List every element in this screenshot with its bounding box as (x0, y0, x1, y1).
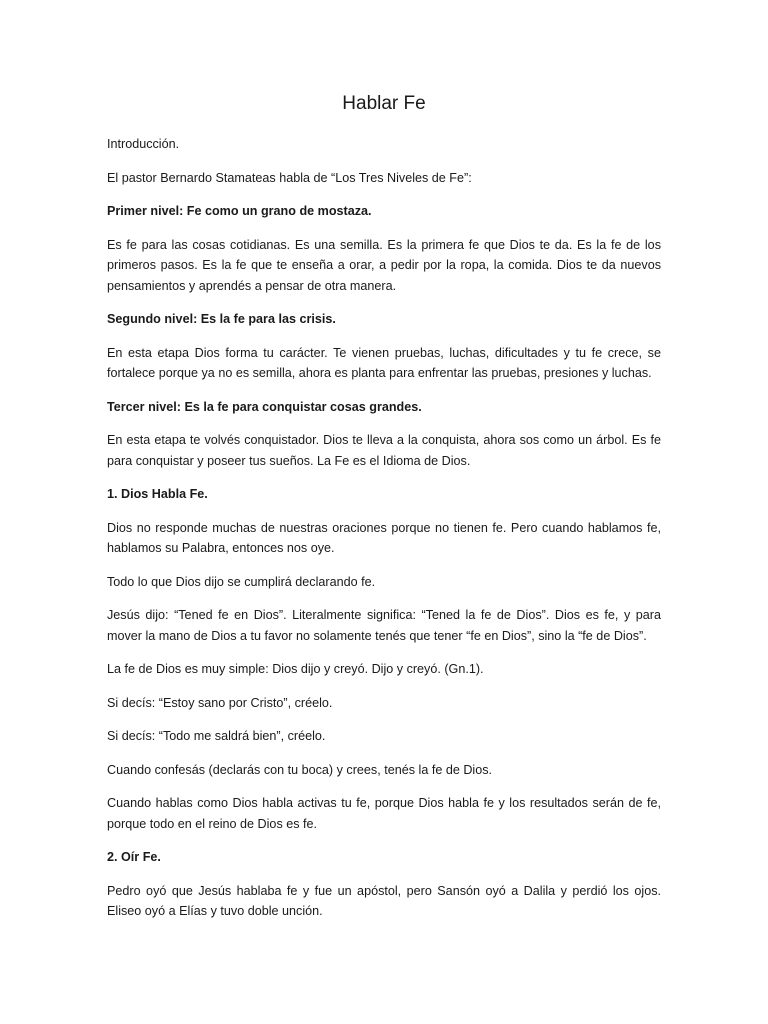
section-heading: Primer nivel: Fe como un grano de mostaza. (107, 204, 372, 218)
section-heading: 2. Oír Fe. (107, 850, 161, 864)
section-heading: Tercer nivel: Es la fe para conquistar cosas grandes. (107, 399, 422, 414)
paragraph: Si decís: “Estoy sano por Cristo”, créelo. (107, 695, 333, 710)
paragraph: El pastor Bernardo Stamateas habla de “Los Tres Niveles de Fe”: (107, 170, 472, 185)
paragraph: Pedro oyó que Jesús hablaba fe y fue un apóstol, pero Sansón oyó a Dalila y perdió los ojos. Eliseo oyó a Elías y tuvo doble unción. (107, 883, 661, 918)
paragraph: Es fe para las cosas cotidianas. Es una semilla. Es la primera fe que Dios te da. Es la fe de los primeros pasos. Es la fe que te enseña a orar, a pedir por la ropa, la comida. Dios te da nuevos pensamientos y aprendés a pensar de otra manera. (107, 237, 661, 293)
paragraph: En esta etapa Dios forma tu carácter. Te vienen pruebas, luchas, dificultades y tu fe crece, se fortalece porque ya no es semilla, ahora es planta para enfrentar las pruebas, presiones y luchas. (107, 345, 661, 380)
paragraph: La fe de Dios es muy simple: Dios dijo y creyó. Dijo y creyó. (Gn.1). (107, 662, 484, 676)
paragraph: Dios no responde muchas de nuestras oraciones porque no tienen fe. Pero cuando hablamos fe, hablamos su Palabra, entonces nos oye. (107, 520, 661, 555)
paragraph: Cuando hablas como Dios habla activas tu fe, porque Dios habla fe y los resultados serán de fe, porque todo en el reino de Dios es fe. (107, 796, 661, 831)
paragraph: Introducción. (107, 137, 180, 151)
document-body (107, 134, 661, 922)
paragraph: Todo lo que Dios dijo se cumplirá declarando fe. (107, 574, 376, 589)
document-title: Hablar Fe (342, 93, 426, 114)
paragraph: Cuando confesás (declarás con tu boca) y crees, tenés la fe de Dios. (107, 762, 493, 777)
section-heading: Segundo nivel: Es la fe para las crisis. (107, 312, 336, 326)
document-page (107, 92, 661, 935)
paragraph: Si decís: “Todo me saldrá bien”, créelo. (107, 729, 326, 743)
paragraph: En esta etapa te volvés conquistador. Dios te lleva a la conquista, ahora sos como un árbol. Es fe para conquistar y poseer tus sueños. La Fe es el Idioma de Dios. (107, 433, 661, 468)
paragraph: Jesús dijo: “Tened fe en Dios”. Literalmente significa: “Tened la fe de Dios”. Dios es fe, y para mover la mano de Dios a tu favor no solamente tenés que tener “fe en Dios”, sino la “fe de Dios”. (107, 608, 661, 643)
section-heading: 1. Dios Habla Fe. (107, 487, 208, 501)
